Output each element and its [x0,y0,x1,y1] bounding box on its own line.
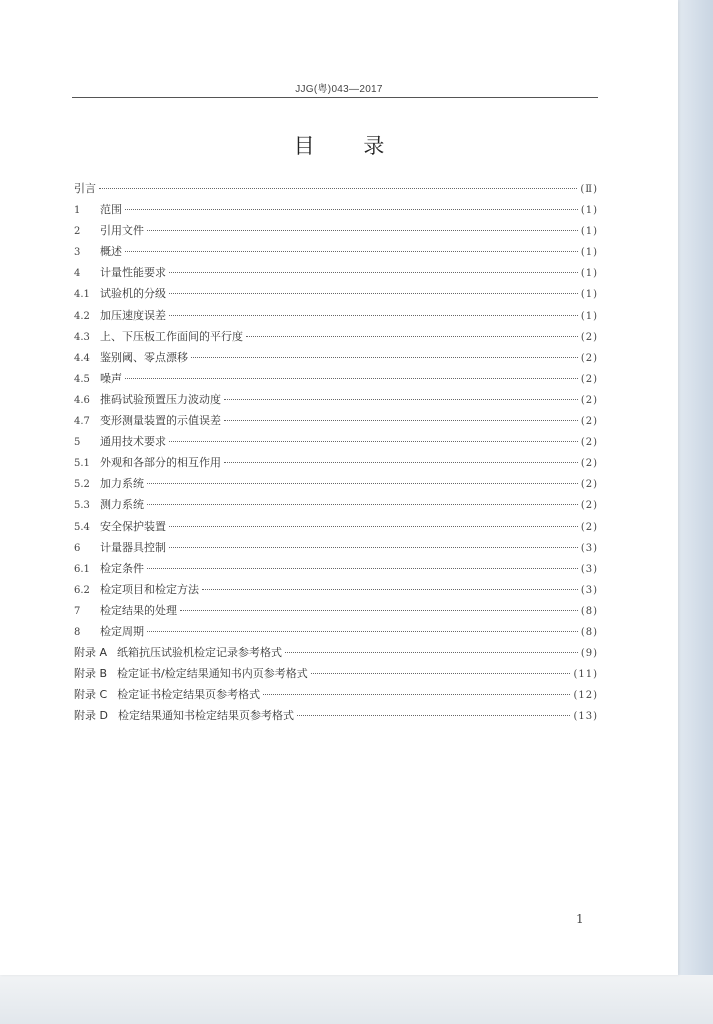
toc-entry-label: 引言 [74,182,96,195]
header-rule [72,97,598,98]
toc-entry-label: 噪声 [100,371,122,385]
toc-entry[interactable] [74,473,598,494]
toc-entry-number: 4.1 [74,289,90,301]
toc-entry[interactable] [74,494,598,515]
toc-leader-dots [147,568,578,569]
toc-entry[interactable] [74,410,598,431]
toc-entry-number: 附录 D [74,709,108,723]
toc-entry[interactable] [74,452,598,473]
toc-entry-page: (3) [580,542,598,554]
toc-entry-page: (8) [580,626,598,638]
toc-entry[interactable] [74,368,598,389]
toc-entry-label: 检定结果的处理 [100,603,177,617]
toc-entry-page: (8) [580,605,598,617]
toc-entry[interactable] [74,600,598,621]
toc-entry[interactable] [74,642,598,663]
toc-entry-label: 纸箱抗压试验机检定记录参考格式 [117,646,283,660]
toc-entry-label: 检定周期 [100,624,144,638]
toc-leader-dots [147,483,578,484]
toc-leader-dots [202,589,578,590]
toc-entry-number: 2 [74,226,81,238]
toc-entry-page: (2) [580,352,598,364]
toc-entry-label: 检定证书检定结果页参考格式 [117,688,261,702]
toc-entry-label: 计量性能要求 [100,266,166,280]
toc-entry[interactable] [74,347,598,368]
toc-entry-label: 检定项目和检定方法 [100,582,199,596]
toc-entry-page: (3) [580,584,598,596]
toc-entry-label: 检定结果通知书检定结果页参考格式 [117,709,294,723]
toc-entry-page: (2) [580,521,598,533]
toc-entry[interactable] [74,663,598,684]
toc-entry-number: 5.4 [74,521,90,533]
toc-leader-dots [180,610,578,611]
toc-leader-dots [125,209,578,210]
toc-leader-dots [263,694,570,695]
toc-entry[interactable] [74,621,598,642]
toc-entry-page: (2) [580,394,598,406]
toc-entry-label: 推码试验预置压力波动度 [100,392,221,406]
toc-entry-page: (2) [580,500,598,512]
toc-entry-number: 附录 A [74,646,108,660]
toc-entry-number: 4.6 [74,394,90,406]
toc-leader-dots [169,272,578,273]
toc-entry-number: 4.2 [74,310,90,322]
toc-entry-page: (2) [580,437,598,449]
toc-entry-page: (1) [580,289,598,301]
toc-entry-number: 6 [74,542,81,554]
toc-leader-dots [285,652,578,653]
toc-entry-page: (1) [580,247,598,259]
toc-leader-dots [169,315,578,316]
toc-entry-number: 8 [74,626,81,638]
toc-entry-label: 加压速度误差 [100,308,166,322]
toc-entry-number: 1 [74,205,81,217]
toc-entry-label: 鉴别阈、零点漂移 [100,350,188,364]
toc-entry-label: 试验机的分级 [100,287,166,301]
toc-entry-number: 7 [74,605,81,617]
toc-entry[interactable] [74,220,598,241]
toc-entry-label: 通用技术要求 [100,435,166,449]
toc-leader-dots [125,251,578,252]
toc-leader-dots [169,293,578,294]
toc-entry-page: (13) [573,711,598,723]
toc-entry[interactable] [74,684,598,705]
toc-entry-label: 范围 [100,203,122,217]
toc-entry-page: (2) [580,479,598,491]
toc-entry[interactable] [74,516,598,537]
toc-entry-number: 5 [74,437,81,449]
toc-entry-label: 概述 [100,245,122,259]
toc-entry-page: (1) [580,310,598,322]
toc-entry-label: 上、下压板工作面间的平行度 [100,329,243,343]
toc-entry[interactable] [74,558,598,579]
toc-entry[interactable] [74,199,598,220]
toc-leader-dots [147,230,578,231]
toc-entry[interactable] [74,305,598,326]
toc-entry-page: (12) [573,690,598,702]
toc-leader-dots [169,526,578,527]
toc-entry-page: (Ⅱ) [580,184,598,195]
toc-entry-label: 安全保护装置 [100,519,166,533]
toc-entry-label: 测力系统 [100,498,144,512]
toc-leader-dots [125,378,578,379]
toc-entry-page: (2) [580,416,598,428]
toc-entry[interactable] [74,705,598,726]
toc-entry[interactable] [74,241,598,262]
toc-entry-page: (2) [580,331,598,343]
toc-entry[interactable] [74,579,598,600]
page-number: 1 [576,912,584,926]
standard-code-header: JJG(粤)043—2017 [295,84,383,95]
toc-leader-dots [224,462,578,463]
toc-entry-label: 外观和各部分的相互作用 [100,456,221,470]
toc-entry-page: (2) [580,373,598,385]
toc-entry-number: 附录 C [74,688,108,702]
toc-entry-page: (2) [580,458,598,470]
toc-leader-dots [246,336,578,337]
toc-leader-dots [191,357,578,358]
toc-entry-number: 6.2 [74,584,90,596]
toc-leader-dots [297,715,571,716]
toc-entry-number: 6.1 [74,563,90,575]
toc-entry-page: (11) [573,669,598,681]
toc-entry-page: (1) [580,268,598,280]
toc-entry[interactable] [74,537,598,558]
toc-entry-label: 加力系统 [100,477,144,491]
toc-entry-number: 4.3 [74,331,90,343]
toc-entry[interactable] [74,262,598,283]
toc-entry[interactable] [74,178,598,199]
toc-entry-label: 变形测量装置的示值误差 [100,414,221,428]
toc-list [74,178,598,726]
toc-entry-number: 附录 B [74,667,108,681]
toc-entry-label: 检定证书/检定结果通知书内页参考格式 [117,667,308,681]
toc-entry-label: 检定条件 [100,561,144,575]
toc-entry[interactable] [74,431,598,452]
toc-leader-dots [224,420,578,421]
toc-entry[interactable] [74,389,598,410]
toc-leader-dots [169,441,578,442]
toc-entry-number: 5.1 [74,458,90,470]
toc-leader-dots [311,673,571,674]
toc-entry[interactable] [74,283,598,304]
toc-entry-number: 4 [74,268,81,280]
toc-leader-dots [147,631,578,632]
toc-entry-label: 计量器具控制 [100,540,166,554]
toc-entry-page: (9) [580,648,598,660]
toc-entry-label: 引用文件 [100,224,144,238]
toc-title: 目 录 [293,134,385,158]
toc-entry-number: 5.3 [74,500,90,512]
scanner-bottom-edge [0,975,713,1024]
toc-entry[interactable] [74,326,598,347]
toc-entry-number: 3 [74,247,81,259]
toc-leader-dots [169,547,578,548]
toc-leader-dots [99,188,577,189]
toc-entry-page: (3) [580,563,598,575]
toc-entry-page: (1) [580,205,598,217]
toc-entry-number: 5.2 [74,479,90,491]
toc-leader-dots [224,399,578,400]
toc-entry-page: (1) [580,226,598,238]
toc-leader-dots [147,504,578,505]
toc-entry-number: 4.4 [74,352,90,364]
toc-entry-number: 4.5 [74,373,90,385]
toc-entry-number: 4.7 [74,416,90,428]
